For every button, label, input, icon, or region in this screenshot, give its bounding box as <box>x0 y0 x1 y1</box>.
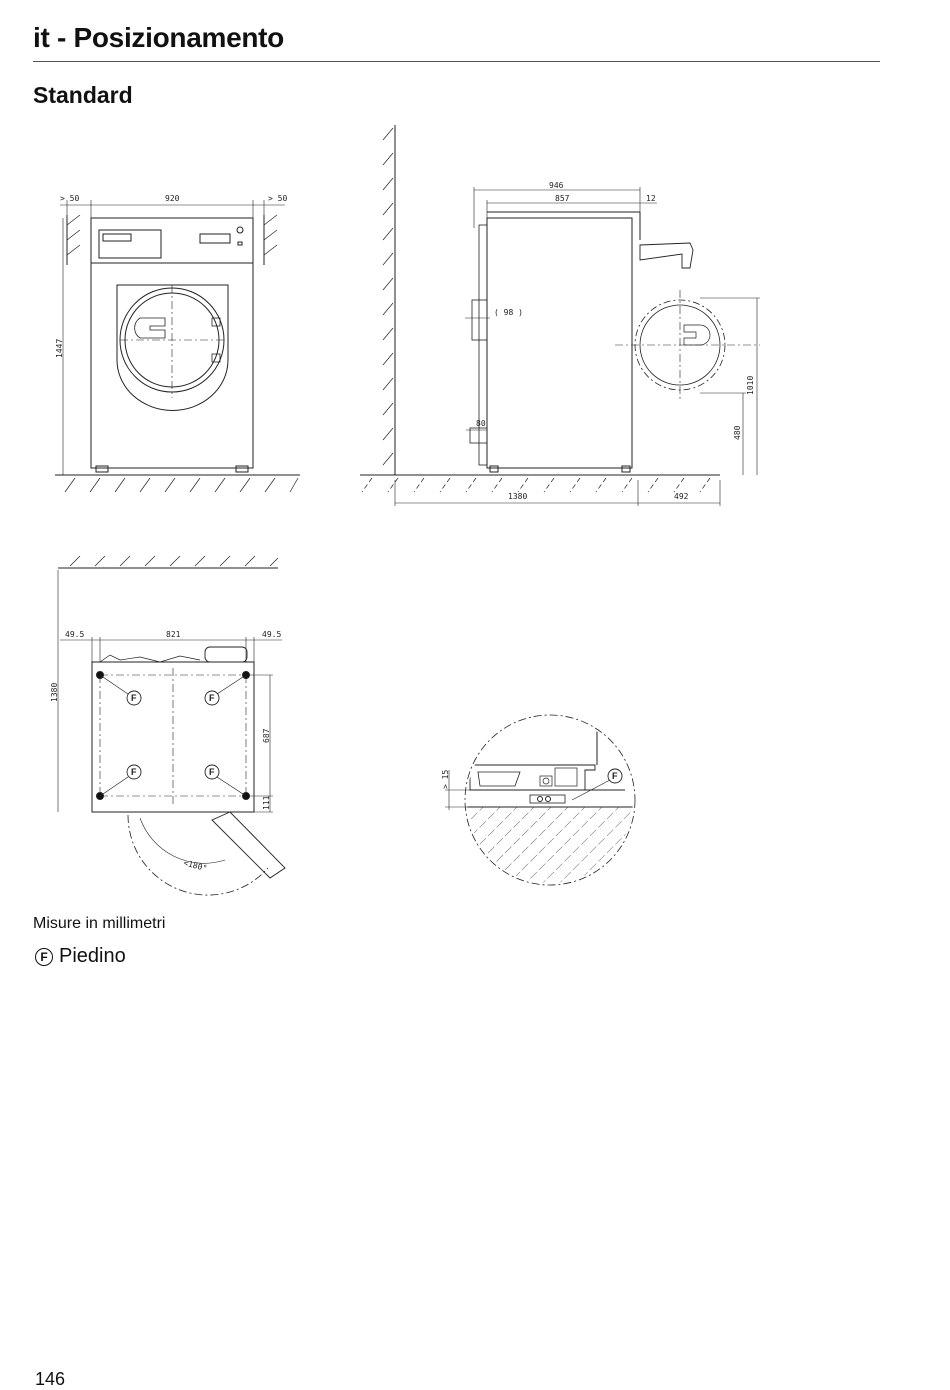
dim-right-offset: 49.5 <box>262 630 282 639</box>
dim-left-clearance: > 50 <box>60 194 80 203</box>
dim-door-clearance: 1380 <box>508 492 528 501</box>
dim-foot-spacing: 821 <box>166 630 181 639</box>
foot-symbol: F <box>35 948 53 966</box>
angle-label: <180° <box>182 858 209 874</box>
detail-view <box>445 715 640 897</box>
legend-foot <box>35 945 126 968</box>
front-view <box>55 200 300 492</box>
page-title: it - Posizionamento <box>33 22 284 53</box>
dim-door-bottom: 480 <box>733 425 742 440</box>
dim-overall-depth: 946 <box>549 181 564 190</box>
dim-right-clearance: > 50 <box>268 194 288 203</box>
dim-rear-offset: 12 <box>646 194 656 203</box>
dim-height: 1447 <box>55 338 64 358</box>
page-number: 146 <box>35 1369 66 1389</box>
foot-marker: F <box>612 771 618 781</box>
dim-gap: > 15 <box>441 769 450 789</box>
dim-door-height: 1010 <box>746 375 755 395</box>
foot-marker: F <box>209 693 215 703</box>
dim-body-depth: 857 <box>555 194 570 203</box>
dim-width: 920 <box>165 194 180 203</box>
dim-depth: 1380 <box>50 682 59 702</box>
foot-marker: F <box>209 767 215 777</box>
dim-handle: ( 98 ) <box>494 308 523 317</box>
legend-label: Piedino <box>59 945 126 967</box>
foot-marker: F <box>131 767 137 777</box>
foot-marker: F <box>131 693 137 703</box>
dim-foot-depth-spacing: 687 <box>262 728 271 743</box>
top-view <box>58 556 285 895</box>
dim-front-offset: 111 <box>262 795 271 810</box>
section-title: Standard <box>33 82 133 108</box>
units-caption: Misure in millimetri <box>33 915 166 932</box>
dim-base: 80 <box>476 419 486 428</box>
dim-door-swing: 492 <box>674 492 689 501</box>
dim-left-offset: 49.5 <box>65 630 85 639</box>
